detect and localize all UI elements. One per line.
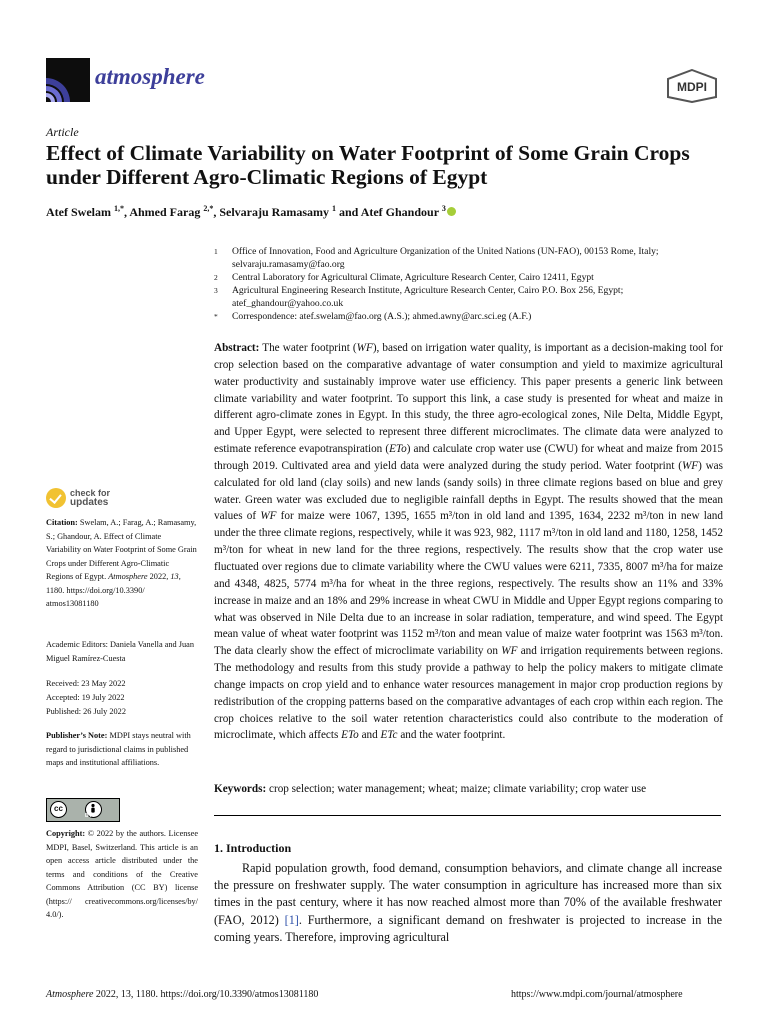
affiliations <box>214 245 724 323</box>
check-updates-icon <box>46 488 66 508</box>
affiliation-text: Central Laboratory for Agricultural Climate, Agriculture Research Center, Cairo 12411, Egypt <box>232 272 594 283</box>
check-updates-line-2: updates <box>70 497 109 508</box>
publishers-note-text: MDPI stays neutral with regard to jurisdictional claims in published maps and institutional affiliations. <box>46 731 191 767</box>
affiliation-item <box>214 271 724 284</box>
abstract-label: Abstract: <box>214 342 260 354</box>
affiliation-mark: 3 <box>214 286 218 295</box>
citation-text: Swelam, A.; Farag, A.; Ramasamy, S.; Ghandour, A. Effect of Climate Variability on Water Footprint of Some Grain Crops under Different Agro-Climatic Regions of Egypt. <box>46 518 197 581</box>
accepted-date: Accepted: 19 July 2022 <box>46 693 125 702</box>
received-date: Received: 23 May 2022 <box>46 679 126 688</box>
author-name: Ahmed Farag <box>129 205 204 219</box>
affiliation-text: Office of Innovation, Food and Agriculture Organization of the United Nations (UN-FAO), 00153 Rome, Italy; selvaraju.ramasamy@fao.org <box>232 246 659 270</box>
orcid-icon[interactable] <box>447 207 456 216</box>
academic-editors: Academic Editors: Daniela Vanella and Juan Miguel Ramírez-Cuesta <box>46 640 194 663</box>
cc-by-label: BY <box>85 813 92 819</box>
copyright-label: Copyright: <box>46 829 86 838</box>
affiliation-item <box>214 284 724 310</box>
author-affiliation-mark: 2,* <box>203 204 214 213</box>
section-divider <box>214 815 721 816</box>
keywords-label: Keywords: <box>214 783 267 795</box>
published-date: Published: 26 July 2022 <box>46 707 126 716</box>
section-heading-introduction: 1. Introduction <box>214 841 292 855</box>
publishers-note <box>46 729 198 770</box>
check-updates-line-1: check for <box>70 488 111 498</box>
cc-icon: cc <box>50 801 67 818</box>
author-name: Atef Ghandour <box>360 205 442 219</box>
keywords-text: crop selection; water management; wheat; maize; climate variability; crop water use <box>269 783 647 795</box>
author-affiliation-mark: 3 <box>441 204 446 213</box>
abstract <box>214 340 723 744</box>
affiliation-mark: * <box>214 312 218 321</box>
affiliation-text: Correspondence: atef.swelam@fao.org (A.S.); ahmed.awny@arc.sci.eg (A.F.) <box>232 311 532 322</box>
author-name: Atef Swelam <box>46 205 114 219</box>
publishers-note-label: Publisher’s Note: <box>46 731 108 740</box>
copyright-notice <box>46 827 198 922</box>
introduction-paragraph <box>214 860 722 946</box>
footer-citation-text: 2022, 13, 1180. https://doi.org/10.3390/atmos13081180 <box>95 989 319 1000</box>
citation-label: Citation: <box>46 518 78 527</box>
footer-citation <box>46 989 318 1000</box>
affiliation-item <box>214 245 724 271</box>
intro-text-continued: . Furthermore, a significant demand on freshwater is projected to increase in the coming years. Therefore, improving agricultural <box>214 912 722 944</box>
affiliation-item <box>214 310 724 323</box>
article-title: Effect of Climate Variability on Water Footprint of Some Grain Crops under Different Agro-Climatic Regions of Egypt <box>46 141 690 189</box>
citation-year: 2022 <box>149 572 167 581</box>
reference-link[interactable]: [1] <box>284 912 299 927</box>
article-type: Article <box>46 125 79 139</box>
citation-journal: Atmosphere <box>108 572 148 581</box>
copyright-text: © 2022 by the authors. Licensee MDPI, Basel, Switzerland. This article is an open access article distributed under the terms and conditions of the Creative Commons Attribution (CC BY) license (https:// creativecommons.org/licenses/by/ 4.0/). <box>46 829 199 919</box>
citation-volume: 13 <box>170 572 179 581</box>
author-name: Selvaraju Ramasamy <box>219 205 332 219</box>
author-affiliation-mark: 1,* <box>113 204 124 213</box>
citation-block: Citation: Swelam, A.; Farag, A.; Ramasamy, S.; Ghandour, A. Effect of Climate Variability on Water Footprint of Some Grain Crops under Different Agro-Climatic Regions of Egypt. Atmosphere 2022, 13, 1180. https://doi.org/10.3390/ atmos13081180 <box>46 518 197 608</box>
cc-by-license-badge[interactable] <box>46 798 120 822</box>
intro-text: Rapid population growth, food demand, consumption behaviors, and climate change all increase the pressure on freshwater supply. The water consumption in agriculture has increased more than six times in the past century, where it has now reached almost more than 70% of the available freshwater (FAO, 2012) <box>214 861 722 927</box>
affiliation-mark: 1 <box>214 247 218 256</box>
mdpi-logo-text: MDPI <box>677 80 707 94</box>
journal-logo-icon <box>46 58 90 102</box>
keywords <box>214 781 723 797</box>
author-affiliation-mark: 1 <box>332 204 336 213</box>
footer-journal: Atmosphere <box>46 989 94 1000</box>
affiliation-text: Agricultural Engineering Research Institute, Agriculture Research Center, Cairo P.O. Box 256, Egypt; atef_ghandour@yahoo.co.uk <box>232 285 624 309</box>
citation-doi[interactable]: , 1180. https://doi.org/10.3390/ atmos13081180 <box>46 572 181 608</box>
abstract-text: The water footprint (WF), based on irrigation water quality, is important as a decision-making tool for crop selection based on the comparative advantage of water consumption and yield to maximize agricultural water productivity and sustainably improve water use efficiency. This paper presents a generic link between climate variability and water footprint. To support this link, a case study is presented for wheat and maize in different agro-climate zones in Egypt. In this study, the three agro-ecological zones, Nile Delta, Middle Egypt, and Upper Egypt, were selected to represent three different microclimates. The climate data were analyzed to estimate reference evapotranspiration (ETo) and calculate crop water use (CWU) for wheat and maize from 2015 through 2019. Cultivated area and yield data were analyzed during the study period. Water footprint (WF) was calculated for old land (clay soils) and new lands (sandy soils) in three climate regions based on blue and grey water. Green water was excluded due to negligible rainfall depths in Egypt. The results showed that the mean values of WF for maize were 1067, 1395, 1655 m³/ton in old land and 1395, 1634, 2232 m³/ton in new land under the three climate regions, respectively, while it was 923, 982, 1117 m³/ton in old land and 1180, 1258, 1452 m³/ton for wheat in new land for the three regions, respectively. The results show that the crop water use fluctuated over regions due to climate variability where the CWU values were 6211, 7335, 8007 m³/ha for maize and 4348, 4825, 5774 m³/ha for wheat in the three regions, respectively. The results show an 11% and 33% increase in maize and an 18% and 29% increase in wheat CWU in Middle and Upper Egypt regions comparing to what was observed in Nile Delta due to an increase in solar radiation, temperature, and wind speed. The Egypt mean value of wheat water footprint was 1152 m³/ton and mean value of maize water footprint was 1563 m³/ton. The data clearly show the effect of microclimate variability on WF and irrigation requirements between regions. The methodology and results from this study provide a pathway to help the policy makers to mitigate climate change impacts on crop yield and to enhance water resources management in major crop production regions by redistribution of the cropping patterns based on the comparative advantages of each crop within each region. The crop choices relative to the soil water retention characteristics could also contribute to the moderation of microclimate, which affects ETo and ETc and the water footprint. <box>214 342 724 742</box>
mdpi-logo-icon <box>666 69 718 103</box>
author-list: Atef Swelam $^{1,*}$, Ahmed Farag $^{2,*}$, Selvaraju Ramasamy $^1$ and Atef Ghandour $^3$ <box>46 204 456 220</box>
footer-journal-url[interactable]: https://www.mdpi.com/journal/atmosphere <box>511 989 683 1000</box>
affiliation-mark: 2 <box>214 273 218 282</box>
journal-name: atmosphere <box>95 64 205 89</box>
